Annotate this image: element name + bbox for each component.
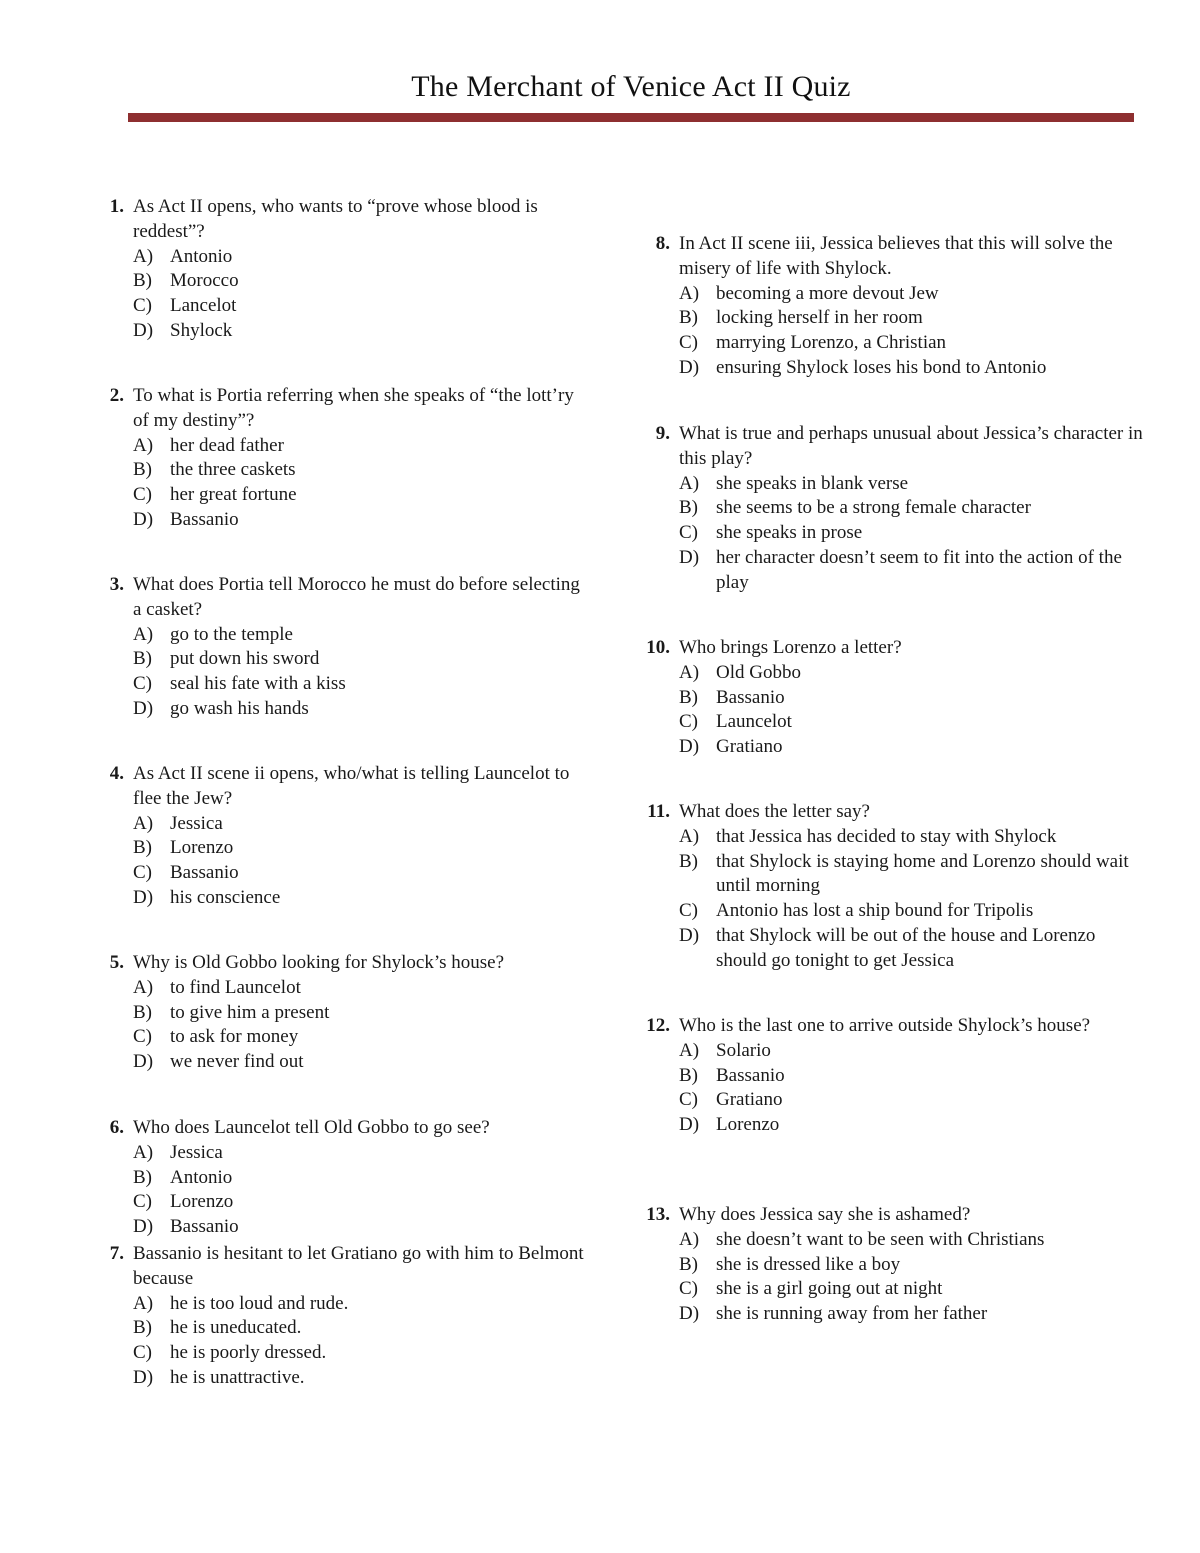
option-text: she doesn’t want to be seen with Christians — [716, 1228, 1045, 1250]
option-letter: C) — [133, 1026, 152, 1048]
option-text: that Jessica has decided to stay with Shylock — [716, 825, 1057, 847]
option-letter: B) — [679, 307, 698, 329]
option-text: put down his sword — [170, 648, 320, 670]
question-12 — [644, 1014, 1144, 1138]
answer-option — [133, 697, 588, 722]
option-text: he is poorly dressed. — [170, 1342, 327, 1364]
answer-option — [133, 861, 588, 886]
answer-option — [679, 1253, 1144, 1278]
option-letter: C) — [133, 673, 152, 695]
option-letter: D) — [133, 697, 154, 719]
answer-option — [679, 825, 1144, 850]
answer-option — [133, 672, 588, 697]
option-letter: A) — [133, 1141, 154, 1163]
option-letter: A) — [133, 1292, 154, 1314]
option-text: to ask for money — [170, 1026, 299, 1048]
question-text: To what is Portia referring when she speaks of “the lott’ry of my destiny”? — [133, 385, 574, 431]
option-text: he is too loud and rude. — [170, 1292, 349, 1314]
option-letter: C) — [679, 711, 698, 733]
option-letter: A) — [679, 1228, 700, 1250]
answer-option — [133, 1316, 588, 1341]
question-text: What is true and perhaps unusual about Jessica’s character in this play? — [679, 423, 1143, 469]
answer-option — [679, 1277, 1144, 1302]
question-text: What does the letter say? — [679, 801, 870, 822]
option-text: Bassanio — [716, 686, 785, 708]
answer-option — [679, 710, 1144, 735]
option-text: she seems to be a strong female character — [716, 497, 1031, 519]
option-text: Gratiano — [716, 1089, 783, 1111]
option-text: she is dressed like a boy — [716, 1253, 901, 1275]
question-text: Who does Launcelot tell Old Gobbo to go see? — [133, 1117, 490, 1138]
option-letter: A) — [679, 1039, 700, 1061]
option-text: we never find out — [170, 1051, 304, 1073]
answer-option — [133, 458, 588, 483]
question-6 — [98, 1116, 588, 1240]
answer-option — [133, 1141, 588, 1166]
answer-option — [133, 269, 588, 294]
answer-option — [679, 924, 1144, 974]
option-text: Bassanio — [170, 1216, 239, 1238]
option-text: her great fortune — [170, 484, 297, 506]
question-number: 8. — [655, 233, 670, 254]
answer-option — [133, 1341, 588, 1366]
answer-option — [133, 1166, 588, 1191]
question-text: Why is Old Gobbo looking for Shylock’s house? — [133, 952, 505, 973]
answer-option — [133, 294, 588, 319]
option-text: Solario — [716, 1039, 771, 1061]
answer-option — [679, 306, 1144, 331]
option-letter: B) — [133, 837, 152, 859]
option-letter: D) — [133, 1051, 154, 1073]
answer-option — [133, 483, 588, 508]
option-letter: C) — [133, 862, 152, 884]
answer-option — [679, 521, 1144, 546]
option-text: marrying Lorenzo, a Christian — [716, 332, 947, 354]
option-text: Antonio has lost a ship bound for Tripolis — [716, 900, 1034, 922]
option-text: go wash his hands — [170, 697, 309, 719]
option-letter: B) — [133, 648, 152, 670]
answer-option — [679, 850, 1144, 900]
question-text: As Act II scene ii opens, who/what is telling Launcelot to flee the Jew? — [133, 763, 570, 809]
option-letter: D) — [679, 1114, 700, 1136]
page-title: The Merchant of Venice Act II Quiz — [411, 70, 851, 103]
answer-option — [679, 331, 1144, 356]
option-text: Lorenzo — [170, 837, 234, 859]
answer-option — [679, 899, 1144, 924]
option-letter: B) — [133, 270, 152, 292]
question-13 — [644, 1203, 1144, 1327]
question-number: 1. — [109, 196, 124, 217]
question-number: 3. — [109, 574, 124, 595]
answer-option — [679, 1302, 1144, 1327]
option-text: that Shylock is staying home and Lorenzo should wait until morning — [716, 850, 1129, 897]
question-number: 6. — [109, 1117, 124, 1138]
question-number: 12. — [646, 1015, 670, 1036]
option-text: to give him a present — [170, 1001, 330, 1023]
question-number: 9. — [655, 423, 670, 444]
option-text: Gratiano — [716, 736, 783, 758]
answer-option — [133, 647, 588, 672]
question-text: Who brings Lorenzo a letter? — [679, 637, 902, 658]
answer-option — [679, 1064, 1144, 1089]
answer-option — [133, 1025, 588, 1050]
question-text: Who is the last one to arrive outside Shylock’s house? — [679, 1015, 1091, 1036]
answer-option — [679, 472, 1144, 497]
option-letter: B) — [679, 850, 698, 872]
option-letter: B) — [679, 686, 698, 708]
option-letter: D) — [133, 508, 154, 530]
question-2 — [98, 384, 588, 533]
answer-option — [679, 356, 1144, 381]
answer-option — [679, 1228, 1144, 1253]
option-letter: B) — [679, 1253, 698, 1275]
question-10 — [644, 636, 1144, 760]
answer-option — [133, 319, 588, 344]
option-letter: B) — [133, 1166, 152, 1188]
answer-option — [133, 1292, 588, 1317]
option-text: Shylock — [170, 319, 233, 341]
option-letter: D) — [679, 356, 700, 378]
option-text: becoming a more devout Jew — [716, 282, 939, 304]
option-letter: D) — [133, 1366, 154, 1388]
question-11 — [644, 800, 1144, 974]
answer-option — [133, 1366, 588, 1391]
answer-option — [679, 735, 1144, 760]
option-letter: C) — [133, 1342, 152, 1364]
option-text: go to the temple — [170, 623, 293, 645]
option-text: Old Gobbo — [716, 661, 801, 683]
question-text: Why does Jessica say she is ashamed? — [679, 1204, 971, 1225]
option-text: seal his fate with a kiss — [170, 673, 346, 695]
option-letter: D) — [679, 924, 700, 946]
option-letter: D) — [679, 546, 700, 568]
answer-option — [679, 496, 1144, 521]
option-text: that Shylock will be out of the house and Lorenzo should go tonight to get Jessica — [716, 924, 1096, 971]
option-letter: D) — [133, 319, 154, 341]
question-number: 13. — [646, 1204, 670, 1225]
option-text: her dead father — [170, 434, 284, 456]
option-letter: D) — [133, 1216, 154, 1238]
answer-option — [133, 245, 588, 270]
answer-option — [133, 812, 588, 837]
option-text: his conscience — [170, 886, 281, 908]
option-letter: C) — [133, 1191, 152, 1213]
option-letter: B) — [133, 459, 152, 481]
option-letter: C) — [679, 332, 698, 354]
option-text: Lancelot — [170, 295, 237, 317]
option-letter: A) — [679, 282, 700, 304]
question-number: 10. — [646, 637, 670, 658]
option-text: Launcelot — [716, 711, 792, 733]
answer-option — [679, 661, 1144, 686]
option-letter: C) — [679, 900, 698, 922]
question-text: As Act II opens, who wants to “prove whose blood is reddest”? — [133, 196, 538, 242]
option-text: she is running away from her father — [716, 1303, 988, 1325]
question-3 — [98, 573, 588, 722]
question-number: 7. — [109, 1243, 124, 1264]
answer-option — [679, 686, 1144, 711]
answer-option — [679, 1039, 1144, 1064]
option-letter: A) — [133, 623, 154, 645]
option-letter: A) — [679, 661, 700, 683]
question-number: 11. — [647, 801, 670, 822]
option-text: he is unattractive. — [170, 1366, 305, 1388]
option-letter: D) — [679, 1303, 700, 1325]
option-text: Lorenzo — [170, 1191, 234, 1213]
option-letter: D) — [679, 736, 700, 758]
answer-option — [133, 434, 588, 459]
option-text: her character doesn’t seem to fit into the action of the play — [716, 546, 1122, 593]
answer-option — [133, 623, 588, 648]
question-text: Bassanio is hesitant to let Gratiano go with him to Belmont because — [133, 1243, 584, 1289]
answer-option — [133, 1050, 588, 1075]
option-text: Antonio — [170, 245, 233, 267]
option-text: Jessica — [170, 1141, 223, 1163]
option-text: the three caskets — [170, 459, 296, 481]
option-text: he is uneducated. — [170, 1317, 302, 1339]
option-text: she speaks in blank verse — [716, 472, 909, 494]
answer-option — [679, 1113, 1144, 1138]
option-letter: A) — [133, 245, 154, 267]
option-text: she is a girl going out at night — [716, 1278, 943, 1300]
answer-option — [133, 1215, 588, 1240]
option-letter: C) — [133, 295, 152, 317]
option-text: Morocco — [170, 270, 239, 292]
option-letter: A) — [133, 976, 154, 998]
option-text: ensuring Shylock loses his bond to Antonio — [716, 356, 1047, 378]
question-number: 2. — [109, 385, 124, 406]
answer-option — [133, 1190, 588, 1215]
option-text: Antonio — [170, 1166, 233, 1188]
option-text: Lorenzo — [716, 1114, 780, 1136]
option-letter: B) — [679, 497, 698, 519]
title-divider — [128, 113, 1134, 122]
question-text: In Act II scene iii, Jessica believes that this will solve the misery of life with Shylock. — [679, 233, 1113, 279]
option-text: Bassanio — [170, 862, 239, 884]
question-4 — [98, 762, 588, 911]
option-text: Jessica — [170, 812, 223, 834]
answer-option — [679, 282, 1144, 307]
option-letter: C) — [679, 1278, 698, 1300]
question-8 — [644, 232, 1144, 381]
answer-option — [133, 836, 588, 861]
option-letter: B) — [133, 1001, 152, 1023]
option-letter: A) — [133, 434, 154, 456]
option-text: Bassanio — [170, 508, 239, 530]
option-letter: C) — [679, 522, 698, 544]
option-letter: C) — [133, 484, 152, 506]
answer-option — [679, 546, 1144, 596]
question-5 — [98, 951, 588, 1075]
question-number: 5. — [109, 952, 124, 973]
question-text: What does Portia tell Morocco he must do before selecting a casket? — [133, 574, 580, 620]
answer-option — [133, 1001, 588, 1026]
answer-option — [133, 508, 588, 533]
option-letter: A) — [133, 812, 154, 834]
option-text: Bassanio — [716, 1064, 785, 1086]
answer-option — [133, 886, 588, 911]
option-text: she speaks in prose — [716, 522, 863, 544]
question-1 — [98, 195, 588, 344]
option-letter: B) — [133, 1317, 152, 1339]
option-letter: C) — [679, 1089, 698, 1111]
answer-option — [679, 1088, 1144, 1113]
answer-option — [133, 976, 588, 1001]
question-7 — [98, 1242, 588, 1391]
option-text: locking herself in her room — [716, 307, 923, 329]
option-letter: A) — [679, 825, 700, 847]
option-letter: D) — [133, 886, 154, 908]
question-9 — [644, 422, 1144, 596]
option-text: to find Launcelot — [170, 976, 301, 998]
question-number: 4. — [109, 763, 124, 784]
option-letter: A) — [679, 472, 700, 494]
option-letter: B) — [679, 1064, 698, 1086]
